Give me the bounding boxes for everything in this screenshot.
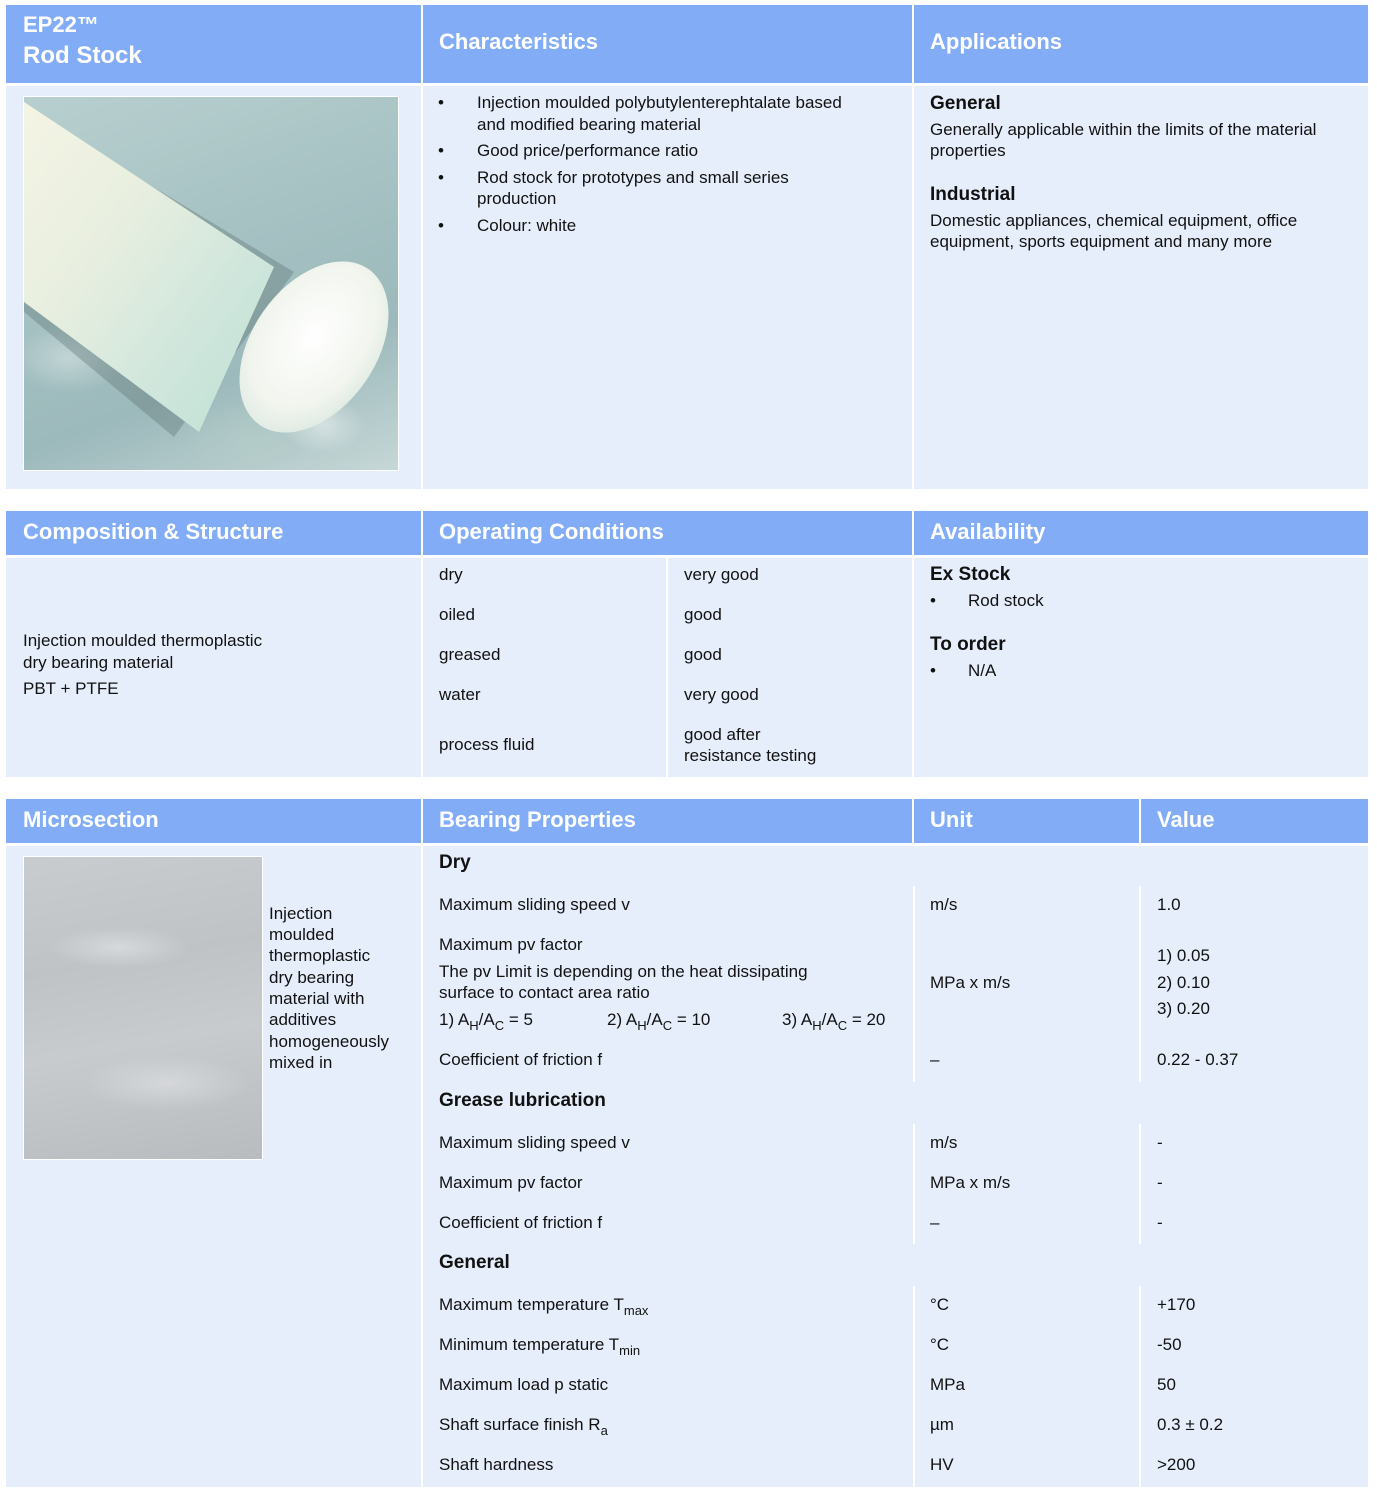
dry-friction-label: Coefficient of friction f — [439, 1050, 603, 1069]
value-header: Value — [1141, 799, 1368, 843]
characteristic-2: Good price/performance ratio — [477, 141, 699, 160]
operating-divider — [666, 558, 668, 777]
dry-speed-value: 1.0 — [1157, 895, 1181, 914]
micro-text: thermoplastic — [269, 946, 371, 965]
general-value: +170 — [1157, 1295, 1196, 1314]
title-header-cell — [6, 5, 421, 83]
grease-value: - — [1157, 1173, 1163, 1192]
dry-friction-unit: – — [930, 1050, 940, 1069]
dry-pv-label: Maximum pv factor — [439, 935, 583, 954]
dry-speed-unit: m/s — [930, 895, 958, 914]
micro-text: material with — [269, 989, 365, 1008]
value-divider-grease — [1139, 1124, 1141, 1244]
grease-title: Grease lubrication — [439, 1090, 606, 1111]
unit-divider-dry — [913, 886, 915, 1082]
bullet-icon: • — [438, 216, 444, 235]
dry-pv-note1: The pv Limit is depending on the heat dissipating — [439, 962, 808, 981]
grease-unit: m/s — [930, 1133, 958, 1152]
ex-stock-title: Ex Stock — [930, 564, 1011, 585]
bullet-icon: • — [438, 141, 444, 160]
bullet-icon: • — [930, 591, 936, 610]
dry-pv-ratio-1: 1) $A_H/A_C = 5$ — [439, 1010, 533, 1033]
unit-divider-general — [913, 1286, 915, 1487]
composition-line2: dry bearing material — [23, 653, 174, 672]
microsection-photo — [23, 856, 263, 1160]
general-label: Shaft hardness — [439, 1455, 554, 1474]
dry-pv-value-2: 2) 0.10 — [1157, 973, 1210, 992]
product-title-line2: Rod Stock — [23, 42, 142, 69]
grease-value: - — [1157, 1133, 1163, 1152]
general-label: Maximum load p static — [439, 1375, 609, 1394]
grease-value: - — [1157, 1213, 1163, 1232]
general-value: -50 — [1157, 1335, 1182, 1354]
product-title-line1: EP22™ — [23, 12, 99, 37]
dry-friction-value: 0.22 - 0.37 — [1157, 1050, 1239, 1069]
general-label: Minimum temperature $T_{min}$ — [439, 1335, 641, 1358]
applications-header: Applications — [914, 5, 1368, 83]
general-value: 50 — [1157, 1375, 1176, 1394]
rod-stock-illustration — [24, 97, 399, 471]
micro-text: homogeneously — [269, 1032, 390, 1051]
bullet-icon: • — [438, 168, 444, 187]
micro-text: mixed in — [269, 1053, 333, 1072]
composition-header: Composition & Structure — [6, 511, 421, 555]
general-unit: °C — [930, 1335, 950, 1354]
unit-divider-grease — [913, 1124, 915, 1244]
characteristic-1-line1: Injection moulded polybutylenterephtalate based — [477, 93, 842, 112]
applications-industrial-title: Industrial — [930, 184, 1016, 205]
general-label: Shaft surface finish $R_a$ — [439, 1415, 608, 1438]
applications-general-line2: properties — [930, 141, 1006, 160]
grease-label: Maximum sliding speed v — [439, 1133, 630, 1152]
micro-text: moulded — [269, 925, 335, 944]
micro-text: Injection — [269, 904, 333, 923]
to-order-item: N/A — [968, 661, 997, 680]
applications-industrial-line1: Domestic appliances, chemical equipment, office — [930, 211, 1298, 230]
dry-pv-value-1: 1) 0.05 — [1157, 946, 1210, 965]
dry-pv-ratio-3: 3) $A_H/A_C = 20$ — [782, 1010, 886, 1033]
characteristic-3-line2: production — [477, 189, 557, 208]
micro-text: dry bearing — [269, 968, 355, 987]
general-unit: HV — [930, 1455, 954, 1474]
applications-industrial-line2: equipment, sports equipment and many more — [930, 232, 1273, 251]
bullet-icon: • — [438, 93, 444, 112]
general-unit: µm — [930, 1415, 954, 1434]
characteristics-header: Characteristics — [423, 5, 912, 83]
general-unit: °C — [930, 1295, 950, 1314]
grease-unit: – — [930, 1213, 940, 1232]
grease-label: Coefficient of friction f — [439, 1213, 603, 1232]
grease-label: Maximum pv factor — [439, 1173, 583, 1192]
value-divider-dry — [1139, 886, 1141, 1082]
condition-name: oiled — [439, 605, 475, 624]
bullet-icon: • — [930, 661, 936, 680]
condition-name: process fluid — [439, 735, 535, 754]
microsection-header: Microsection — [6, 799, 421, 843]
condition-name: dry — [439, 565, 463, 584]
bearing-properties-header: Bearing Properties — [423, 799, 912, 843]
to-order-title: To order — [930, 634, 1006, 655]
rod-stock-photo — [23, 96, 399, 471]
characteristic-3-line1: Rod stock for prototypes and small series — [477, 168, 789, 187]
applications-general-line1: Generally applicable within the limits of the material — [930, 120, 1317, 139]
dry-pv-ratio-2: 2) $A_H/A_C = 10$ — [607, 1010, 711, 1033]
micro-text: additives — [269, 1010, 337, 1029]
applications-general-title: General — [930, 93, 1001, 114]
ex-stock-item: Rod stock — [968, 591, 1044, 610]
condition-name: water — [439, 685, 481, 704]
grease-unit: MPa x m/s — [930, 1173, 1011, 1192]
dry-pv-note2: surface to contact area ratio — [439, 983, 650, 1002]
condition-name: greased — [439, 645, 501, 664]
general-value: >200 — [1157, 1455, 1196, 1474]
condition-rating: good — [684, 645, 722, 664]
availability-header: Availability — [914, 511, 1368, 555]
composition-line1: Injection moulded thermoplastic — [23, 631, 263, 650]
general-unit: MPa — [930, 1375, 965, 1394]
general-value: 0.3 ± 0.2 — [1157, 1415, 1224, 1434]
condition-rating-line1: good after — [684, 725, 761, 744]
dry-speed-label: Maximum sliding speed v — [439, 895, 630, 914]
operating-conditions-header: Operating Conditions — [423, 511, 912, 555]
composition-line3: PBT + PTFE — [23, 679, 119, 698]
characteristic-1-line2: and modified bearing material — [477, 115, 701, 134]
general-title: General — [439, 1252, 510, 1273]
condition-rating: very good — [684, 685, 759, 704]
condition-rating-line2: resistance testing — [684, 746, 817, 765]
dry-pv-unit: MPa x m/s — [930, 973, 1011, 992]
characteristic-4: Colour: white — [477, 216, 577, 235]
condition-rating: very good — [684, 565, 759, 584]
dry-pv-value-3: 3) 0.20 — [1157, 999, 1210, 1018]
condition-rating: good — [684, 605, 722, 624]
general-label: Maximum temperature $T_{max}$ — [439, 1295, 649, 1318]
value-divider-general — [1139, 1286, 1141, 1487]
dry-title: Dry — [439, 852, 471, 873]
unit-header: Unit — [914, 799, 1139, 843]
